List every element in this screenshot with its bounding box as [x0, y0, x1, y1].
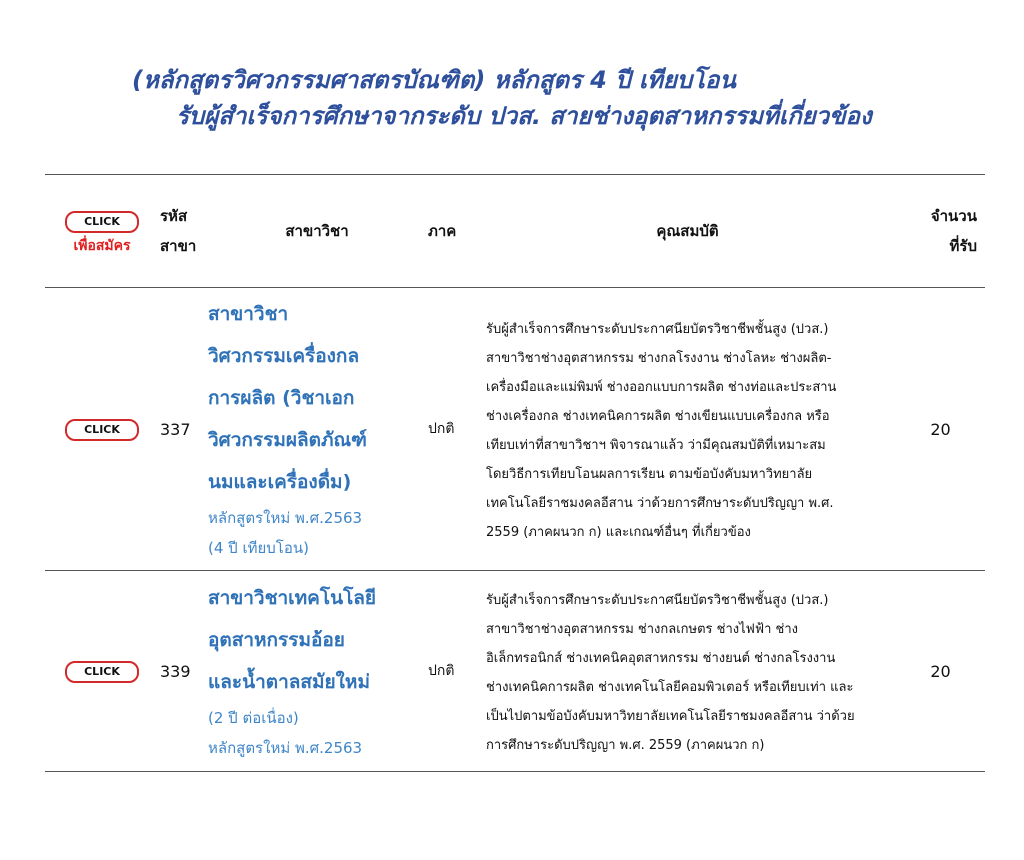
header-term: ภาค: [428, 222, 457, 240]
major-subtitle-line: หลักสูตรใหม่ พ.ศ.2563: [208, 509, 363, 527]
major-subtitle-line: หลักสูตรใหม่ พ.ศ.2563: [208, 739, 363, 757]
header-quota-line-2: ที่รับ: [949, 237, 977, 255]
header-apply: [45, 175, 159, 288]
quota: 20: [930, 419, 951, 439]
header-code: [159, 175, 207, 288]
major-title-line: วิศวกรรมผลิตภัณฑ์: [208, 429, 367, 451]
major-title-line: การผลิต (วิชาเอก: [208, 387, 355, 409]
major-title-line: วิศวกรรมเครื่องกล: [208, 345, 360, 367]
major-title-line: สาขาวิชา: [208, 303, 289, 325]
qualification-line: ช่างเทคนิคการผลิต ช่างเทคโนโลยีคอมพิวเตอร์ หรือเทียบเท่า และ: [486, 680, 854, 695]
qualification-line: อิเล็กทรอนิกส์ ช่างเทคนิคอุตสาหกรรม ช่างยนต์ ช่างกลโรงงาน: [486, 651, 836, 666]
major-title-line: นมและเครื่องดื่ม): [208, 471, 352, 493]
apply-label: เพื่อสมัคร: [73, 238, 131, 254]
quota: 20: [930, 661, 951, 681]
header-click-button[interactable]: CLICK: [65, 211, 139, 233]
qualification-line: รับผู้สำเร็จการศึกษาระดับประกาศนียบัตรวิชาชีพชั้นสูง (ปวส.): [486, 593, 829, 608]
qualification-line: สาขาวิชาช่างอุตสาหกรรม ช่างกลโรงงาน ช่างโลหะ ช่างผลิต-: [486, 351, 832, 366]
course-table: [45, 174, 985, 772]
term: ปกติ: [428, 663, 455, 679]
header-quota: [896, 175, 985, 288]
major-subtitle-line: (2 ปี ต่อเนื่อง): [208, 709, 299, 727]
heading-line-2: รับผู้สำเร็จการศึกษาจากระดับ ปวส. สายช่างอุตสาหกรรมที่เกี่ยวข้อง: [176, 102, 872, 130]
major-title-line: อุตสาหกรรมอ้อย: [208, 629, 345, 651]
row-click-cell: [45, 288, 159, 571]
header-major: สาขาวิชา: [285, 222, 349, 240]
qualification-line: เทคโนโลยีราชมงคลอีสาน ว่าด้วยการศึกษาระดับปริญญา พ.ศ.: [486, 496, 834, 511]
qualification-line: เป็นไปตามข้อบังคับมหาวิทยาลัยเทคโนโลยีราชมงคลอีสาน ว่าด้วย: [486, 709, 855, 724]
qualification-line: เครื่องมือและแม่พิมพ์ ช่างออกแบบการผลิต ช่างท่อและประสาน: [486, 380, 837, 395]
table-header-row: [45, 175, 985, 288]
header-quota-line-1: จำนวน: [930, 207, 977, 225]
qualification-line: โดยวิธีการเทียบโอนผลการเรียน ตามข้อบังคับมหาวิทยาลัย: [486, 467, 813, 482]
major-cell: [207, 571, 427, 772]
table-row: [45, 571, 985, 772]
qualification-line: รับผู้สำเร็จการศึกษาระดับประกาศนียบัตรวิชาชีพชั้นสูง (ปวส.): [486, 322, 829, 337]
header-code-line-1: รหัส: [160, 207, 188, 225]
heading-line-1: (หลักสูตรวิศวกรรมศาสตรบัณฑิต) หลักสูตร 4 ปี เทียบโอน: [132, 66, 736, 94]
qualification-line: เทียบเท่าที่สาขาวิชาฯ พิจารณาแล้ว ว่ามีคุณสมบัติที่เหมาะสม: [486, 438, 826, 453]
qualification-cell: [479, 571, 896, 772]
major-code: 337: [160, 419, 191, 439]
page-heading: [0, 62, 1024, 134]
qualification-line: 2559 (ภาคผนวก ก) และเกณฑ์อื่นๆ ที่เกี่ยวข้อง: [486, 525, 751, 540]
major-subtitle-line: (4 ปี เทียบโอน): [208, 539, 309, 557]
qualification-line: สาขาวิชาช่างอุตสาหกรรม ช่างกลเกษตร ช่างไฟฟ้า ช่าง: [486, 622, 798, 637]
major-code: 339: [160, 661, 191, 681]
header-qualification: คุณสมบัติ: [656, 222, 719, 240]
major-title-line: และน้ำตาลสมัยใหม่: [208, 671, 370, 693]
term: ปกติ: [428, 421, 455, 437]
major-title-line: สาขาวิชาเทคโนโลยี: [208, 587, 377, 609]
apply-click-button[interactable]: CLICK: [65, 661, 139, 683]
major-cell: [207, 288, 427, 571]
row-click-cell: [45, 571, 159, 772]
table-row: [45, 288, 985, 571]
header-code-line-2: สาขา: [160, 237, 197, 255]
apply-click-button[interactable]: CLICK: [65, 419, 139, 441]
qualification-cell: [479, 288, 896, 571]
qualification-line: ช่างเครื่องกล ช่างเทคนิคการผลิต ช่างเขียนแบบเครื่องกล หรือ: [486, 409, 830, 424]
qualification-line: การศึกษาระดับปริญญา พ.ศ. 2559 (ภาคผนวก ก): [486, 738, 765, 753]
